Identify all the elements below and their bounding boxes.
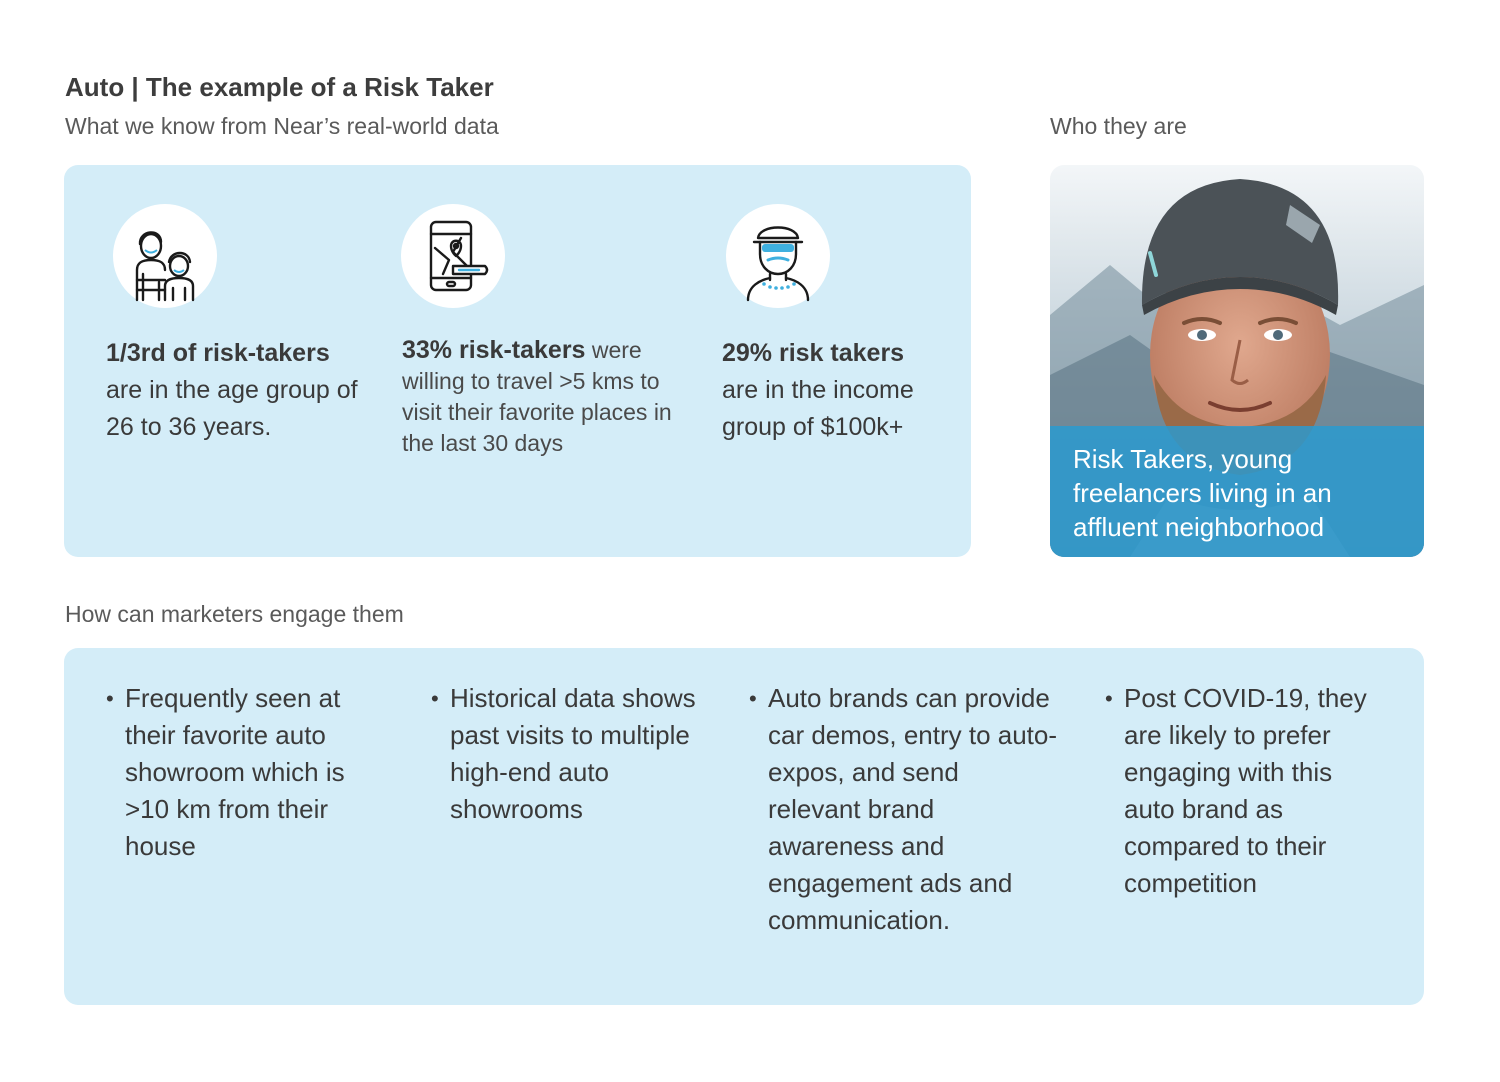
list-item (431, 680, 710, 828)
engage-panel (64, 648, 1424, 1005)
page-title: Auto | The example of a Risk Taker (65, 72, 494, 102)
list-item-text: Post COVID-19, they are likely to prefer engaging with this auto brand as compared to their competition (1124, 683, 1367, 898)
list-item-text: Historical data shows past visits to multiple high-end auto showrooms (450, 683, 696, 824)
person-cap-icon (726, 204, 830, 308)
stat-detail: were willing to travel >5 kms to visit their favorite places in the last 30 days (402, 337, 672, 456)
stat-detail: are in the income group of $100k+ (722, 376, 914, 441)
stat-highlight: 29% risk takers (722, 339, 905, 367)
profile-photo-card (1050, 165, 1424, 557)
stat-highlight: 33% risk-takers (402, 336, 586, 364)
list-item (106, 680, 385, 865)
profile-caption-text: Risk Takers, young freelancers living in an affluent neighborhood (1073, 444, 1332, 542)
family-icon (113, 204, 217, 308)
bullet-dot-icon: • (1105, 686, 1113, 711)
bullet-dot-icon: • (749, 686, 757, 711)
list-item (749, 680, 1058, 939)
engage-section-label: How can marketers engage them (65, 601, 404, 627)
list-item-text: Auto brands can provide car demos, entry to auto-expos, and send relevant brand awareness and engagement ads and communication. (768, 683, 1058, 935)
bullet-dot-icon: • (106, 686, 114, 711)
bullet-dot-icon: • (431, 686, 439, 711)
stats-panel (64, 165, 971, 557)
profile-caption (1050, 426, 1424, 557)
phone-map-icon (401, 204, 505, 308)
list-item (1105, 680, 1384, 902)
section-subtitle: What we know from Near’s real-world data (65, 113, 499, 139)
list-item-text: Frequently seen at their favorite auto showroom which is >10 km from their house (125, 683, 345, 861)
stat-highlight: 1/3rd of risk-takers (106, 339, 330, 367)
stat-detail: are in the age group of 26 to 36 years. (106, 376, 358, 441)
who-they-are-label: Who they are (1050, 113, 1187, 139)
